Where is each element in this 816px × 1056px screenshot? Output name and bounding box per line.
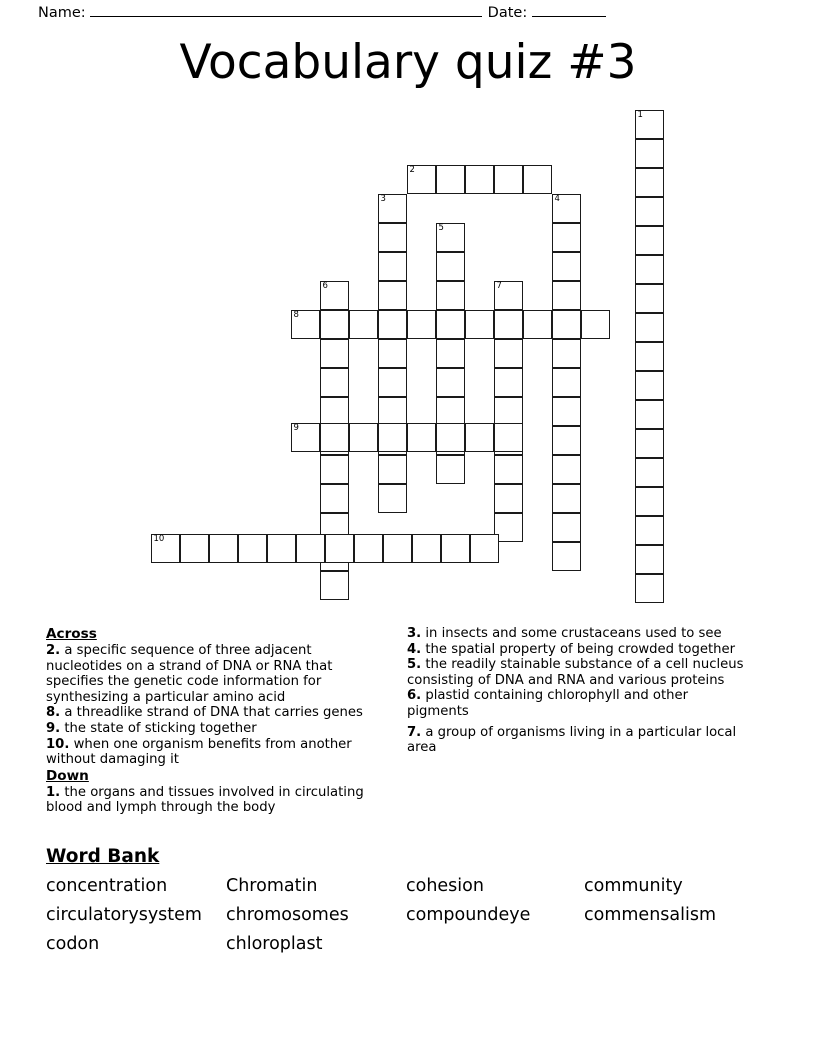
down-heading: Down [46, 767, 89, 784]
crossword-cell[interactable] [436, 423, 465, 452]
crossword-cell[interactable] [523, 165, 552, 194]
crossword-cell[interactable] [378, 281, 407, 310]
clue-text: plastid containing chlorophyll and other pigments [407, 688, 689, 719]
crossword-cell[interactable] [291, 423, 320, 452]
clue-text: the organs and tissues involved in circulating blood and lymph through the body [46, 784, 364, 816]
crossword-cell[interactable] [465, 310, 494, 339]
clue-text: the readily stainable substance of a cell nucleus consisting of DNA and RNA and various proteins [407, 657, 744, 688]
word-bank-item: Chromatin [226, 876, 318, 896]
crossword-cell[interactable] [349, 423, 378, 452]
clue-down-1 [46, 785, 391, 816]
crossword-cell[interactable] [412, 534, 441, 563]
clue-number: 6. [407, 688, 422, 704]
crossword-cell[interactable] [552, 223, 581, 252]
crossword-cell[interactable] [436, 223, 465, 252]
crossword-cell[interactable] [320, 423, 349, 452]
crossword-cell[interactable] [436, 368, 465, 397]
clue-down-5 [407, 657, 752, 688]
crossword-cell[interactable] [378, 423, 407, 452]
clue-down-3 [407, 626, 752, 642]
word-bank-item: cohesion [406, 876, 484, 896]
crossword-cell[interactable] [494, 484, 523, 513]
crossword-cell[interactable] [291, 310, 320, 339]
crossword-clue-number: 2 [409, 164, 415, 175]
date-label: Date: [487, 5, 528, 21]
crossword-clue-number: 10 [153, 533, 165, 544]
crossword-cell[interactable] [552, 310, 581, 339]
crossword-cell[interactable] [552, 542, 581, 571]
clue-text: a specific sequence of three adjacent nucleotides on a strand of DNA or RNA that specifies the genetic code information for synthesizing a particular amino acid [46, 643, 333, 705]
crossword-clue-number: 9 [293, 422, 299, 433]
crossword-cell[interactable] [581, 310, 610, 339]
clue-number: 10. [46, 736, 70, 752]
word-bank-item: chromosomes [226, 905, 349, 925]
crossword-cell[interactable] [320, 339, 349, 368]
crossword-cell[interactable] [552, 455, 581, 484]
crossword-cell[interactable] [354, 534, 383, 563]
clue-down-4 [407, 642, 752, 658]
crossword-cell[interactable] [378, 484, 407, 513]
crossword-cell[interactable] [320, 368, 349, 397]
crossword-cell[interactable] [407, 165, 436, 194]
crossword-cell[interactable] [635, 284, 664, 313]
crossword-cell[interactable] [494, 455, 523, 484]
crossword-cell[interactable] [552, 281, 581, 310]
crossword-cell[interactable] [552, 368, 581, 397]
crossword-cell[interactable] [209, 534, 238, 563]
word-bank-item: concentration [46, 876, 168, 896]
clue-text: the spatial property of being crowded together [425, 641, 736, 657]
crossword-cell[interactable] [552, 484, 581, 513]
crossword-clue-number: 6 [322, 280, 328, 291]
word-bank-heading: Word Bank [46, 846, 160, 867]
crossword-cell[interactable] [383, 534, 412, 563]
crossword-cell[interactable] [552, 252, 581, 281]
crossword-clue-number: 7 [496, 280, 502, 291]
clue-down-6 [407, 688, 752, 719]
clue-text: a group of organisms living in a particular local area [407, 724, 737, 756]
clue-down-7 [407, 725, 752, 756]
crossword-cell[interactable] [436, 339, 465, 368]
crossword-cell[interactable] [552, 426, 581, 455]
crossword-cell[interactable] [635, 226, 664, 255]
crossword-clue-number: 5 [438, 222, 444, 233]
crossword-cell[interactable] [635, 574, 664, 603]
crossword-cell[interactable] [320, 310, 349, 339]
crossword-cell[interactable] [635, 342, 664, 371]
word-bank-item: commensalism [584, 905, 717, 925]
crossword-cell[interactable] [296, 534, 325, 563]
clues-area [46, 626, 770, 831]
crossword-cell[interactable] [436, 455, 465, 484]
word-bank-item: chloroplast [226, 934, 323, 954]
clue-number: 4. [407, 641, 422, 657]
clue-number: 9. [46, 720, 61, 736]
clue-number: 3. [407, 626, 422, 641]
clue-across-2 [46, 643, 391, 705]
clue-text: when one organism benefits from another without damaging it [46, 736, 352, 768]
crossword-cell[interactable] [635, 255, 664, 284]
crossword-cell[interactable] [320, 484, 349, 513]
crossword-cell[interactable] [407, 423, 436, 452]
crossword-cell[interactable] [378, 223, 407, 252]
word-bank-item: codon [46, 934, 100, 954]
word-bank-list [46, 872, 776, 959]
crossword-cell[interactable] [635, 400, 664, 429]
crossword-cell[interactable] [494, 339, 523, 368]
clue-text: in insects and some crustaceans used to see [425, 626, 722, 641]
crossword-cell[interactable] [151, 534, 180, 563]
crossword-cell[interactable] [635, 487, 664, 516]
crossword-cell[interactable] [378, 339, 407, 368]
crossword-cell[interactable] [378, 455, 407, 484]
crossword-cell[interactable] [320, 455, 349, 484]
crossword-cell[interactable] [267, 534, 296, 563]
crossword-clue-number: 4 [554, 193, 560, 204]
crossword-cell[interactable] [436, 310, 465, 339]
crossword-cell[interactable] [635, 458, 664, 487]
crossword-cell[interactable] [325, 534, 354, 563]
crossword-cell[interactable] [436, 165, 465, 194]
clue-across-10 [46, 737, 391, 768]
crossword-cell[interactable] [552, 194, 581, 223]
clue-text: a threadlike strand of DNA that carries genes [64, 705, 363, 721]
crossword-cell[interactable] [238, 534, 267, 563]
crossword-cell[interactable] [465, 423, 494, 452]
crossword-cell[interactable] [378, 252, 407, 281]
clue-across-9 [46, 721, 391, 737]
crossword-clue-number: 3 [380, 193, 386, 204]
crossword-cell[interactable] [635, 545, 664, 574]
clues-column-left [46, 626, 391, 816]
crossword-cell[interactable] [635, 110, 664, 139]
crossword-cell[interactable] [494, 368, 523, 397]
crossword-cell[interactable] [635, 429, 664, 458]
crossword-cell[interactable] [635, 313, 664, 342]
crossword-cell[interactable] [320, 571, 349, 600]
crossword-cell[interactable] [470, 534, 499, 563]
crossword-cell[interactable] [378, 368, 407, 397]
crossword-cell[interactable] [552, 339, 581, 368]
crossword-cell[interactable] [494, 310, 523, 339]
crossword-cell[interactable] [635, 197, 664, 226]
across-heading: Across [46, 626, 97, 642]
crossword-cell[interactable] [494, 165, 523, 194]
crossword-cell[interactable] [378, 397, 407, 426]
crossword-cell[interactable] [494, 281, 523, 310]
word-bank-item: compoundeye [406, 905, 531, 925]
word-bank-item: community [584, 876, 683, 896]
clue-number: 5. [407, 657, 422, 673]
crossword-cell[interactable] [552, 397, 581, 426]
name-label: Name: [38, 5, 86, 21]
crossword-cell[interactable] [436, 252, 465, 281]
crossword-cell[interactable] [523, 310, 552, 339]
page-title: Vocabulary quiz #3 [179, 35, 637, 90]
clue-number: 8. [46, 705, 61, 721]
crossword-cell[interactable] [441, 534, 470, 563]
crossword-cell[interactable] [494, 397, 523, 426]
crossword-clue-number: 1 [637, 109, 643, 120]
clue-text: the state of sticking together [64, 720, 257, 736]
clues-column-right [407, 626, 752, 756]
crossword-cell[interactable] [465, 165, 494, 194]
crossword-cell[interactable] [320, 281, 349, 310]
crossword-clue-number: 8 [293, 309, 299, 320]
crossword-cell[interactable] [635, 371, 664, 400]
crossword-cell[interactable] [180, 534, 209, 563]
clue-across-8 [46, 705, 391, 721]
crossword-cell[interactable] [552, 513, 581, 542]
clue-number: 2. [46, 643, 61, 658]
crossword-cell[interactable] [436, 397, 465, 426]
clue-number: 7. [407, 724, 422, 740]
crossword-cell[interactable] [407, 310, 436, 339]
crossword-cell[interactable] [320, 397, 349, 426]
crossword-cell[interactable] [635, 516, 664, 545]
crossword-cell[interactable] [436, 281, 465, 310]
crossword-cell[interactable] [378, 310, 407, 339]
word-bank-item: circulatorysystem [46, 905, 202, 925]
crossword-cell[interactable] [635, 168, 664, 197]
clue-number: 1. [46, 784, 61, 800]
crossword-cell[interactable] [349, 310, 378, 339]
crossword-cell[interactable] [378, 194, 407, 223]
crossword-cell[interactable] [635, 139, 664, 168]
crossword-cell[interactable] [494, 423, 523, 452]
